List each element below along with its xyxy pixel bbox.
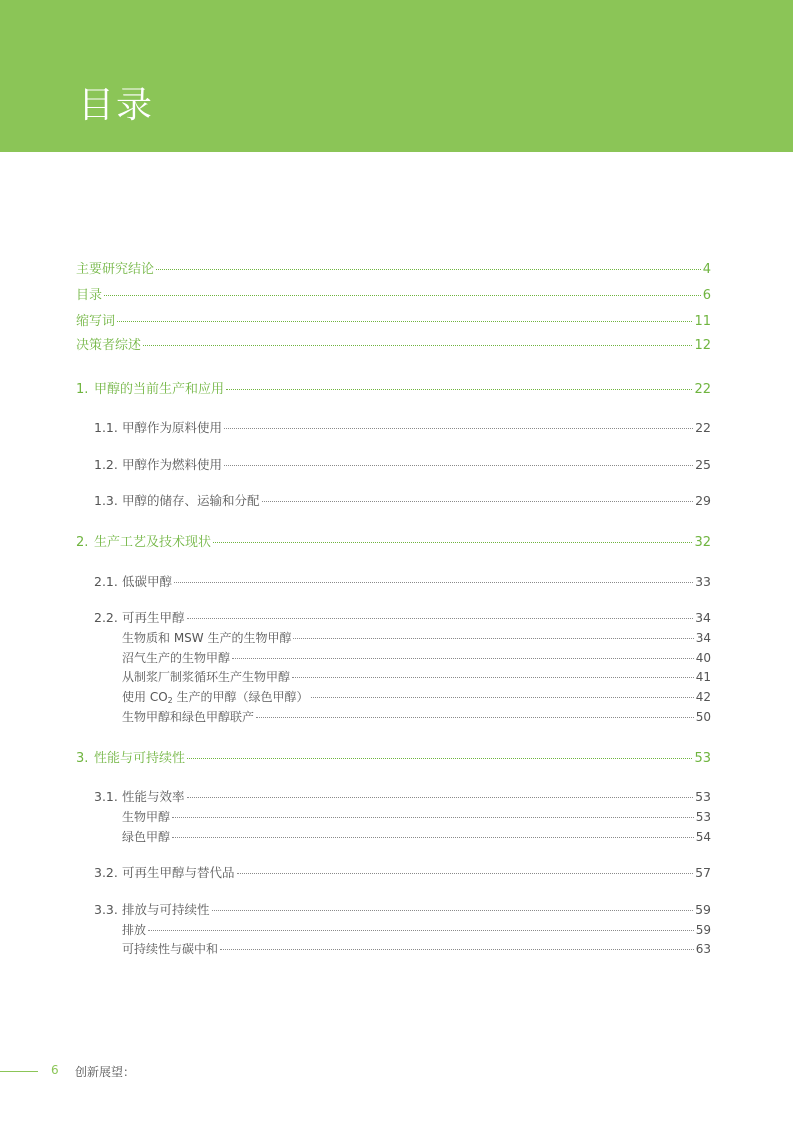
toc-subsection[interactable]: 2.2. 可再生甲醇 34	[94, 610, 711, 625]
page-title: 目录	[78, 85, 155, 126]
toc-entry[interactable]: 目录 6	[76, 288, 711, 303]
toc-subsection[interactable]: 3.1. 性能与效率 53	[94, 789, 711, 804]
toc-item[interactable]: 生物质和 MSW 生产的生物甲醇 34	[122, 631, 711, 645]
toc-item[interactable]: 排放 59	[122, 923, 711, 937]
footer-title: 创新展望：	[75, 1065, 136, 1079]
toc-subsection[interactable]: 2.1. 低碳甲醇 33	[94, 574, 711, 589]
footer-page-number: 6	[51, 1063, 59, 1077]
footer-rule	[0, 1071, 38, 1072]
toc-item[interactable]: 沼气生产的生物甲醇 40	[122, 651, 711, 665]
toc-entry[interactable]: 决策者综述 12	[76, 338, 711, 353]
toc-subsection[interactable]: 1.1. 甲醇作为原料使用 22	[94, 420, 711, 435]
toc-subsection[interactable]: 3.2. 可再生甲醇与替代品 57	[94, 865, 711, 880]
toc-subsection[interactable]: 1.3. 甲醇的储存、运输和分配 29	[94, 493, 711, 508]
toc-entry[interactable]: 主要研究结论 4	[76, 262, 711, 277]
toc-item[interactable]: 绿色甲醇 54	[122, 830, 711, 844]
toc-subsection[interactable]: 1.2. 甲醇作为燃料使用 25	[94, 457, 711, 472]
toc-section[interactable]: 2. 生产工艺及技术现状 32	[76, 535, 711, 550]
toc-section[interactable]: 3. 性能与可持续性 53	[76, 751, 711, 766]
toc-entry[interactable]: 缩写词 11	[76, 314, 711, 329]
toc-item[interactable]: 从制浆厂制浆循环生产生物甲醇 41	[122, 670, 711, 684]
toc-item[interactable]: 生物甲醇 53	[122, 810, 711, 824]
toc-item[interactable]: 可持续性与碳中和 63	[122, 942, 711, 956]
toc-item[interactable]: 使用 $CO_2$ 生产的甲醇（绿色甲醇） 42	[122, 690, 711, 705]
toc-subsection[interactable]: 3.3. 排放与可持续性 59	[94, 902, 711, 917]
toc-section[interactable]: 1. 甲醇的当前生产和应用 22	[76, 382, 711, 397]
toc-item[interactable]: 生物甲醇和绿色甲醇联产 50	[122, 710, 711, 724]
header-band	[0, 0, 793, 152]
